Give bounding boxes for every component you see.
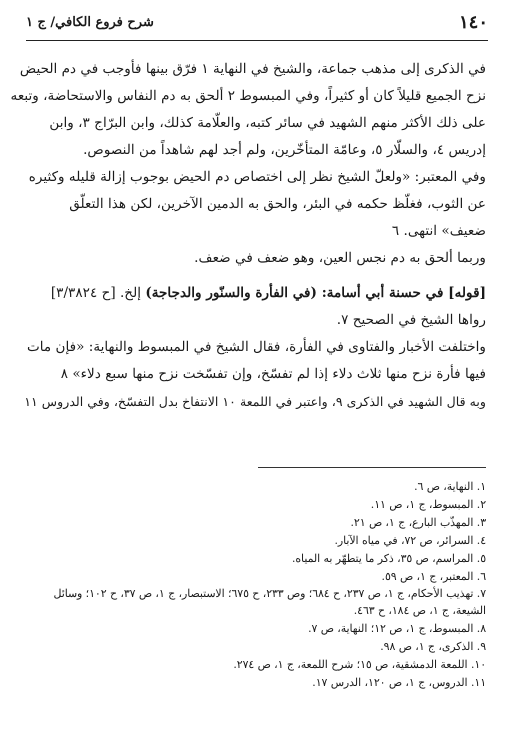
footnote-separator: [258, 467, 486, 468]
paragraph-gap: [28, 272, 486, 280]
footnote-item: ١١. الدروس، ج ١، ص ١٢٠، الدرس ١٧.: [312, 676, 486, 689]
heading-prefix: [قوله] في حسنة أبي أسامة:: [316, 285, 486, 301]
footnotes: [28, 478, 486, 692]
text-line: واختلفت الأخبار والفتاوى في الفأرة، فقال الشيخ في المبسوط والنهاية: «فإن مات: [26, 339, 486, 355]
footnote-item: ١٠. اللمعة الدمشقية، ص ١٥؛ شرح اللمعة، ج ١، ص ٢٧٤.: [233, 658, 486, 671]
page-number: ١٤٠: [458, 11, 488, 33]
footnote-item: ٤. السرائر، ص ٧٢، في مياه الآبار.: [334, 534, 486, 547]
footnote-item: الشيعة، ج ١، ص ١٨٤، ح ٤٦٣.: [353, 604, 486, 617]
commentary-heading: [28, 280, 486, 307]
running-title: شرح فروع الكافي/ ج ١: [26, 14, 154, 30]
text-line: في الذكرى إلى مذهب جماعة، والشيخ في النهاية ١ فرّق بينها فأوجب في دم الحيض: [19, 61, 486, 77]
hadith-reference: إلخ. [ح ٣/٣٨٢٤]: [50, 285, 146, 301]
footnote-item: ٥. المراسم، ص ٣٥، ذكر ما يتطهّر به المياه.: [291, 552, 486, 565]
footnote-item: ٣. المهذّب البارع، ج ١، ص ٢١.: [350, 516, 486, 529]
hadith-quote: (في الفأرة والسنّور والدجاجة): [145, 285, 317, 301]
page-header: [26, 8, 488, 36]
text-line: فيها فأرة نزح منها ثلاث دلاء إذا لم تفسّخ، وإن تفسّخت نزح منها سبع دلاء» ٨: [60, 366, 486, 382]
footnote-item: ٧. تهذيب الأحكام، ج ١، ص ٢٣٧، ح ٦٨٤؛ وص ٢٣٣، ح ٦٧٥؛ الاستبصار، ج ١، ص ٣٧، ح ١٠٢؛ وسائل: [53, 587, 486, 600]
text-line: وربما ألحق به دم نجس العين، وهو ضعف في ضعف.: [194, 250, 486, 266]
footnote-item: ٢. المبسوط، ج ١، ص ١١.: [370, 498, 486, 511]
text-line: رواها الشيخ في الصحيح ٧.: [336, 312, 486, 328]
text-line: عن الثوب، فغلّظ حكمه في البئر، والحق به الدمين الآخرين، لكن هذا التعلّق: [69, 196, 486, 212]
footnote-item: ٦. المعتبر، ج ١، ص ٥٩.: [381, 570, 486, 583]
footnote-item: ٨. المبسوط، ج ١، ص ١٢؛ النهاية، ص ٧.: [308, 622, 486, 635]
main-text: [10, 56, 486, 415]
footnote-item: ١. النهاية، ص ٦.: [414, 480, 486, 493]
text-line: وبه قال الشهيد في الذكرى ٩، واعتبر في اللمعة ١٠ الانتفاخ بدل التفسّخ، وفي الدروس ١١: [24, 394, 486, 409]
text-line: إدريس ٤، والسلّار ٥، وعامّة المتأخّرين، ولم أجد لهم شاهداً من النصوص.: [83, 142, 486, 158]
text-line: على ذلك الأكثر منهم الشهيد في سائر كتبه، والعلّامة كذلك، وابن البرّاج ٣، وابن: [49, 115, 486, 131]
header-rule: [26, 40, 488, 41]
text-line: ضعيف» انتهى. ٦: [391, 223, 486, 239]
footnote-item: ٩. الذكرى، ج ١، ص ٩٨.: [380, 640, 486, 653]
text-line: وفي المعتبر: «ولعلّ الشيخ نظر إلى اختصاص دم الحيض بوجوب إزالة قليله وكثيره: [28, 169, 486, 185]
text-line: نزح الجميع قليلاً كان أو كثيراً، وفي المبسوط ٢ ألحق به دم النفاس والاستحاضة، وتبعه: [10, 88, 486, 104]
